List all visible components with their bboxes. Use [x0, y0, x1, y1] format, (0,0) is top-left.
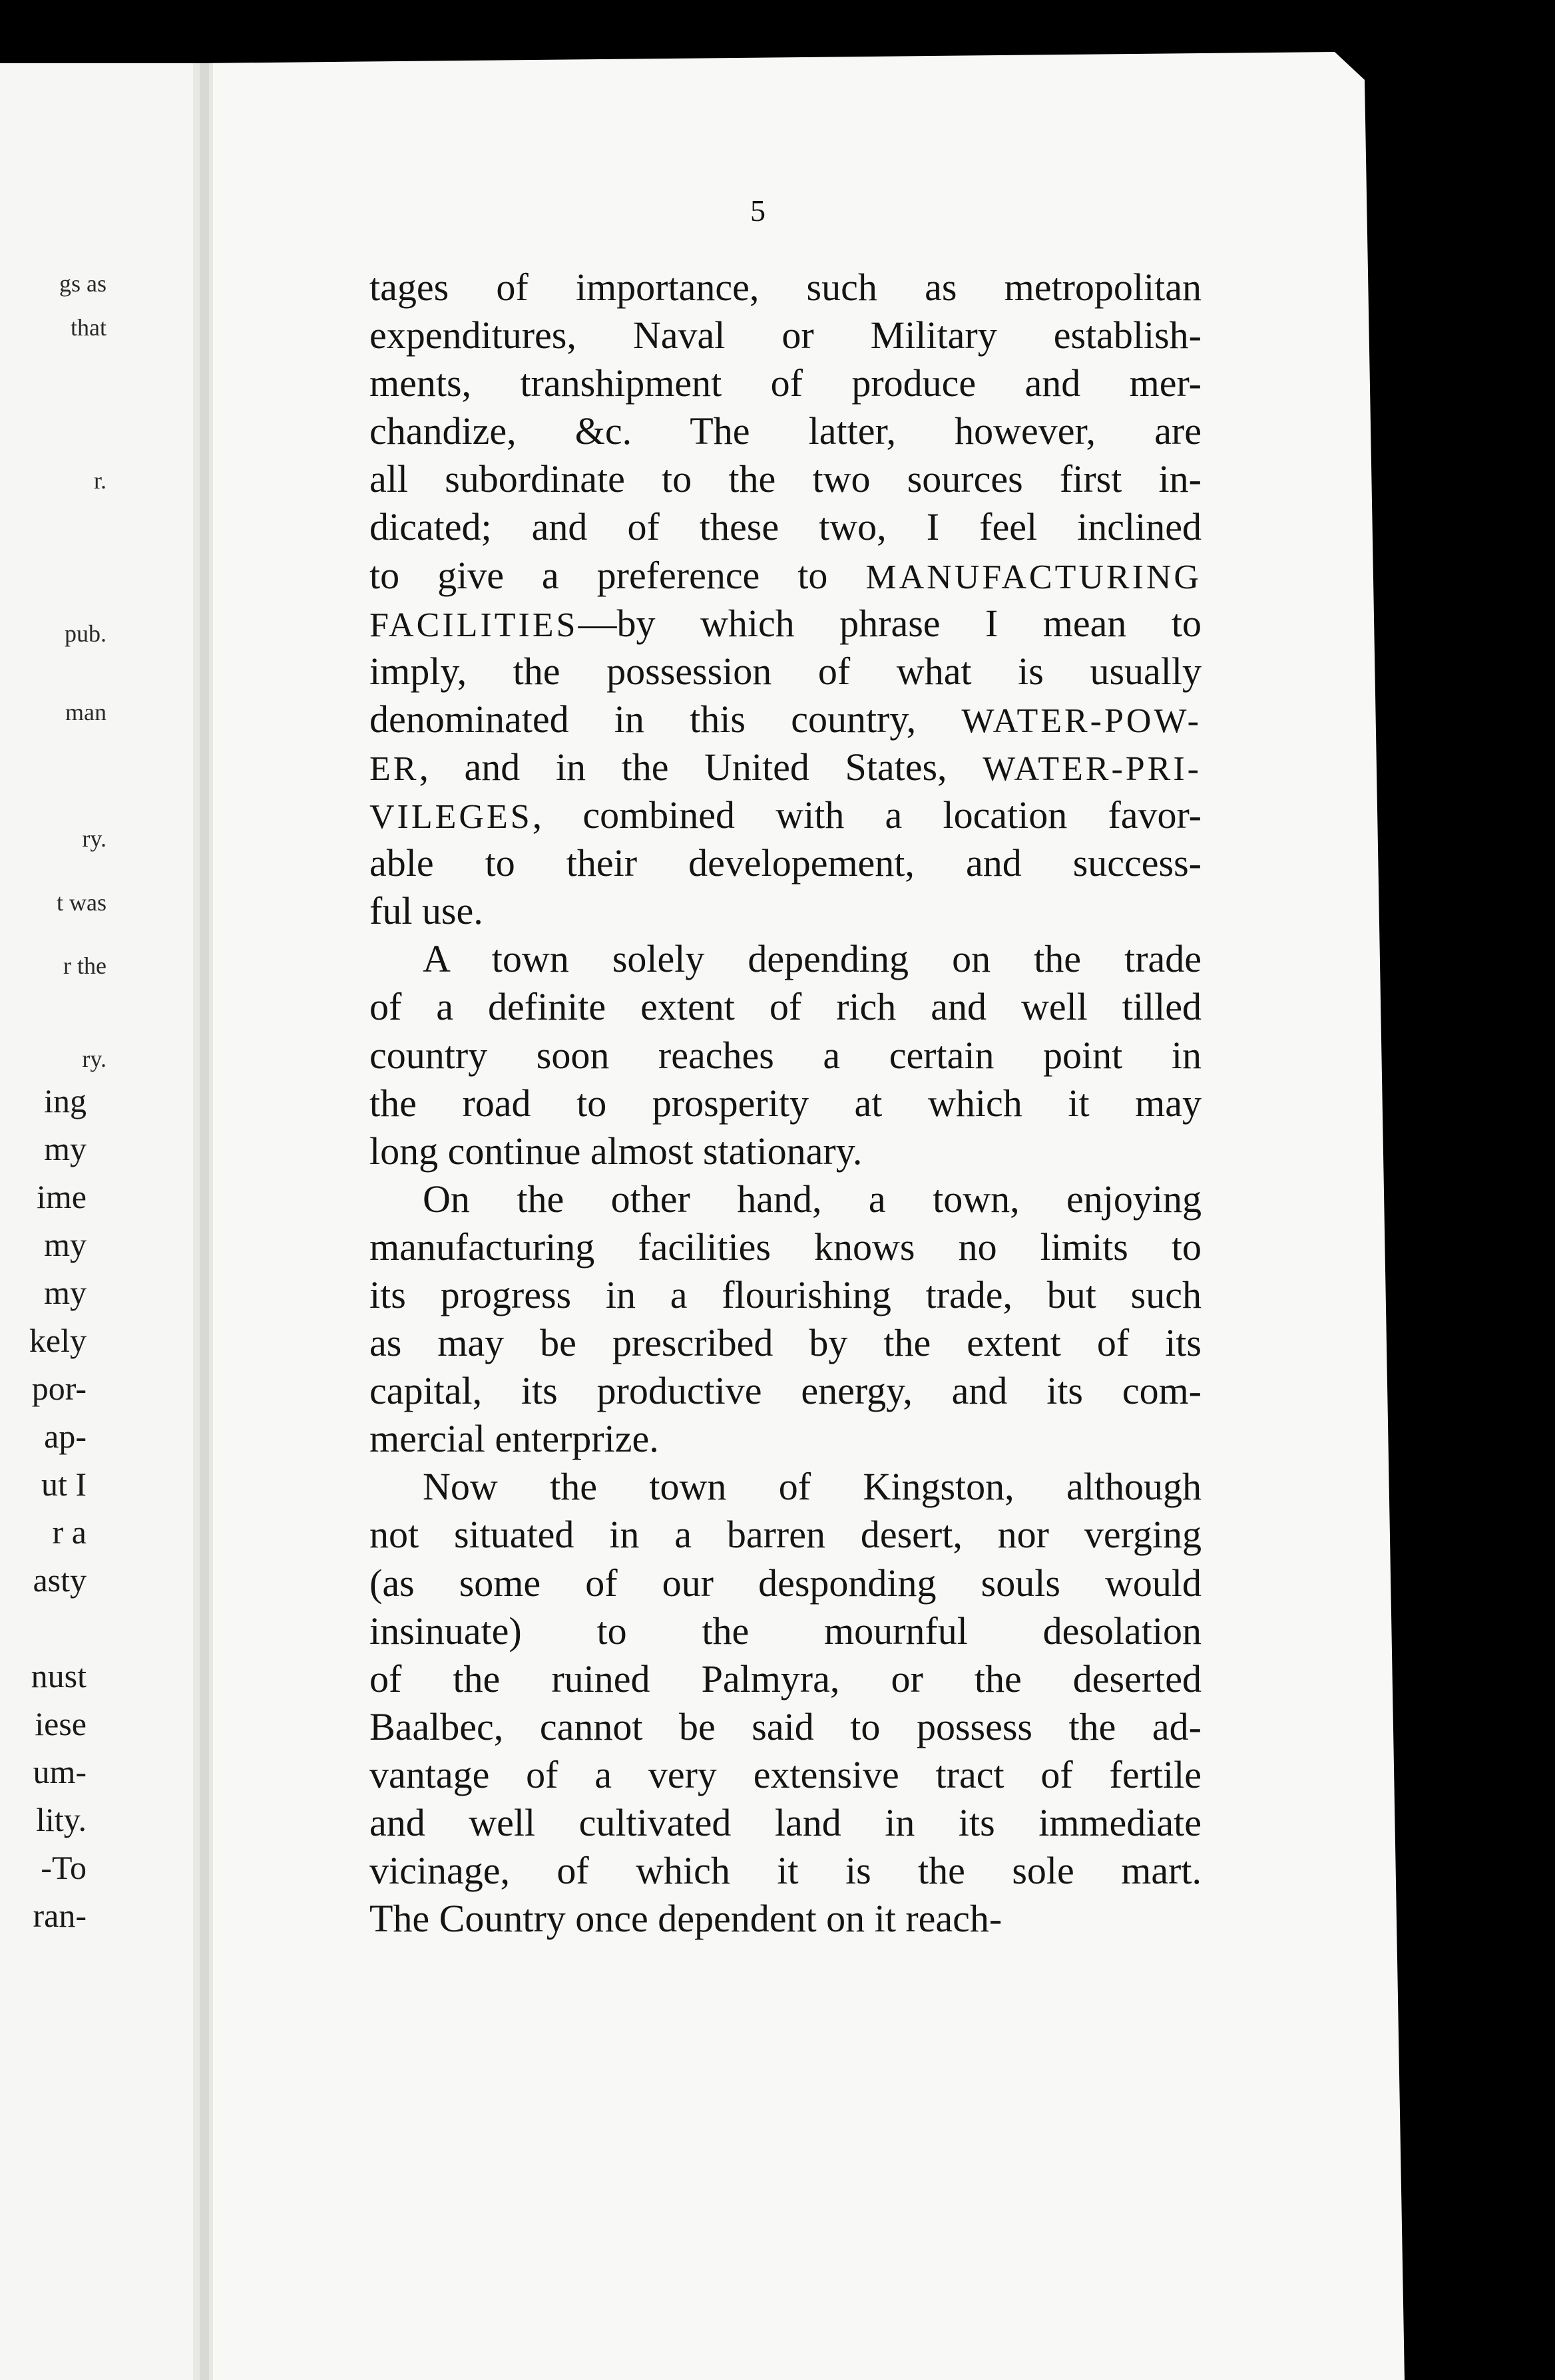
text-segment: expenditures, Naval or Military establish- — [369, 313, 1202, 357]
text-segment: and well cultivated land in its immediate — [369, 1801, 1202, 1844]
left-fragment-line: r a — [52, 1513, 87, 1551]
text-line — [369, 695, 1202, 743]
text-segment: , and in the United States, — [419, 745, 983, 789]
left-fragment-line: man — [65, 699, 107, 725]
left-fragment-line: pub. — [65, 620, 107, 647]
left-fragment-line: my — [44, 1226, 87, 1263]
text-segment: tages of importance, such as metropolitan — [369, 266, 1202, 309]
text-segment: mercial enterprize. — [369, 1417, 659, 1461]
text-line — [369, 1223, 1202, 1271]
text-segment: dicated; and of these two, I feel inclined — [369, 505, 1202, 549]
text-segment: of a definite extent of rich and well tilled — [369, 985, 1202, 1029]
text-line — [369, 1559, 1202, 1607]
text-line — [369, 1799, 1202, 1847]
text-line — [369, 264, 1202, 311]
text-line — [369, 503, 1202, 551]
text-segment: —by which phrase I mean to — [578, 601, 1202, 645]
small-caps-term: MANUFACTURING — [865, 558, 1202, 596]
left-fragment-line — [0, 1604, 87, 1652]
text-line — [369, 600, 1202, 648]
left-fragment-line: gs as — [59, 270, 107, 297]
left-fragment-line: -To — [41, 1849, 87, 1886]
text-segment: On the other hand, a town, enjoying — [423, 1177, 1202, 1221]
text-line — [369, 1751, 1202, 1799]
left-page-fragments-top — [0, 260, 107, 1083]
left-fragment-line: ran- — [33, 1897, 87, 1934]
text-line — [369, 455, 1202, 503]
text-line — [369, 1175, 1202, 1223]
text-segment: Now the town of Kingston, although — [423, 1465, 1202, 1509]
left-fragment-line: ap- — [44, 1418, 87, 1455]
left-fragment-line: that — [71, 314, 107, 341]
text-segment: vicinage, of which it is the sole mart. — [369, 1849, 1202, 1893]
text-segment: (as some of our desponding souls would — [369, 1561, 1202, 1605]
text-segment: country soon reaches a certain point in — [369, 1033, 1202, 1077]
text-segment: chandize, &c. The latter, however, are — [369, 409, 1202, 453]
paragraph — [369, 1175, 1202, 1464]
paragraph — [369, 1463, 1202, 1943]
text-line — [369, 983, 1202, 1031]
left-fragment-line: kely — [29, 1322, 87, 1359]
text-line — [369, 1703, 1202, 1751]
text-segment: capital, its productive energy, and its com- — [369, 1369, 1202, 1413]
text-line — [369, 1080, 1202, 1127]
text-line — [369, 887, 1202, 935]
text-segment: all subordinate to the two sources first in- — [369, 457, 1202, 501]
text-line — [369, 1463, 1202, 1511]
paragraph — [369, 264, 1202, 935]
text-line — [369, 1655, 1202, 1703]
text-segment: not situated in a barren desert, nor verging — [369, 1513, 1202, 1557]
text-segment: Baalbec, cannot be said to possess the ad- — [369, 1704, 1202, 1748]
left-fragment-line: ry. — [82, 825, 107, 852]
left-fragment-line: my — [44, 1274, 87, 1311]
left-fragment-line: ut I — [41, 1466, 87, 1503]
text-line — [369, 359, 1202, 407]
left-fragment-line: my — [44, 1130, 87, 1167]
text-line — [369, 552, 1202, 600]
small-caps-term: VILEGES — [369, 798, 533, 837]
text-segment: A town solely depending on the trade — [423, 937, 1202, 981]
text-line — [369, 1415, 1202, 1463]
text-segment: vantage of a very extensive tract of fertile — [369, 1752, 1202, 1796]
small-caps-term: WATER-POW- — [961, 701, 1202, 740]
text-line — [369, 1032, 1202, 1080]
text-segment: ful use. — [369, 889, 483, 933]
text-line — [369, 743, 1202, 791]
page-body — [369, 264, 1202, 1943]
text-line — [369, 648, 1202, 695]
small-caps-term: ER — [369, 749, 419, 788]
text-line — [369, 1319, 1202, 1367]
text-line — [369, 1127, 1202, 1175]
text-segment: long continue almost stationary. — [369, 1129, 863, 1173]
text-segment: ments, transhipment of produce and mer- — [369, 361, 1202, 405]
left-fragment-line: ry. — [82, 1046, 107, 1072]
text-line — [369, 1367, 1202, 1415]
text-segment: insinuate) to the mournful desolation — [369, 1609, 1202, 1653]
left-fragment-line: nust — [31, 1657, 87, 1694]
left-fragment-line: um- — [33, 1753, 87, 1790]
text-line — [369, 839, 1202, 887]
text-segment: , combined with a location favor- — [532, 793, 1202, 837]
text-segment: denominated in this country, — [369, 697, 962, 741]
text-line — [369, 1895, 1202, 1943]
text-line — [369, 311, 1202, 359]
text-line — [369, 1271, 1202, 1319]
small-caps-term: FACILITIES — [369, 606, 578, 644]
text-line — [369, 791, 1202, 839]
left-fragment-line: ing — [44, 1082, 87, 1119]
left-page-fragments-bottom — [0, 1077, 87, 1939]
left-fragment-line: asty — [33, 1561, 87, 1599]
text-line — [369, 935, 1202, 983]
text-segment: able to their developement, and success- — [369, 841, 1202, 885]
paragraph — [369, 935, 1202, 1175]
text-line — [369, 1847, 1202, 1895]
left-fragment-line: r the — [63, 952, 107, 979]
text-line — [369, 407, 1202, 455]
text-line — [369, 1511, 1202, 1559]
text-segment: manufacturing facilities knows no limits to — [369, 1225, 1202, 1269]
text-line — [369, 1607, 1202, 1655]
text-segment: The Country once dependent on it reach- — [369, 1897, 1002, 1941]
left-fragment-line: lity. — [36, 1801, 87, 1838]
left-fragment-line: r. — [93, 467, 107, 494]
text-segment: as may be prescribed by the extent of its — [369, 1321, 1202, 1365]
text-segment: to give a preference to — [369, 553, 866, 597]
small-caps-term: WATER-PRI- — [983, 749, 1202, 788]
text-segment: the road to prosperity at which it may — [369, 1081, 1202, 1125]
left-fragment-line: iese — [35, 1705, 87, 1742]
left-fragment-line: ime — [37, 1178, 87, 1215]
text-segment: of the ruined Palmyra, or the deserted — [369, 1657, 1202, 1700]
left-fragment-line: t was — [57, 889, 107, 916]
text-segment: imply, the possession of what is usually — [369, 649, 1202, 693]
page-number: 5 — [750, 194, 766, 228]
text-segment: its progress in a flourishing trade, but such — [369, 1273, 1202, 1316]
left-fragment-line: por- — [31, 1370, 87, 1407]
